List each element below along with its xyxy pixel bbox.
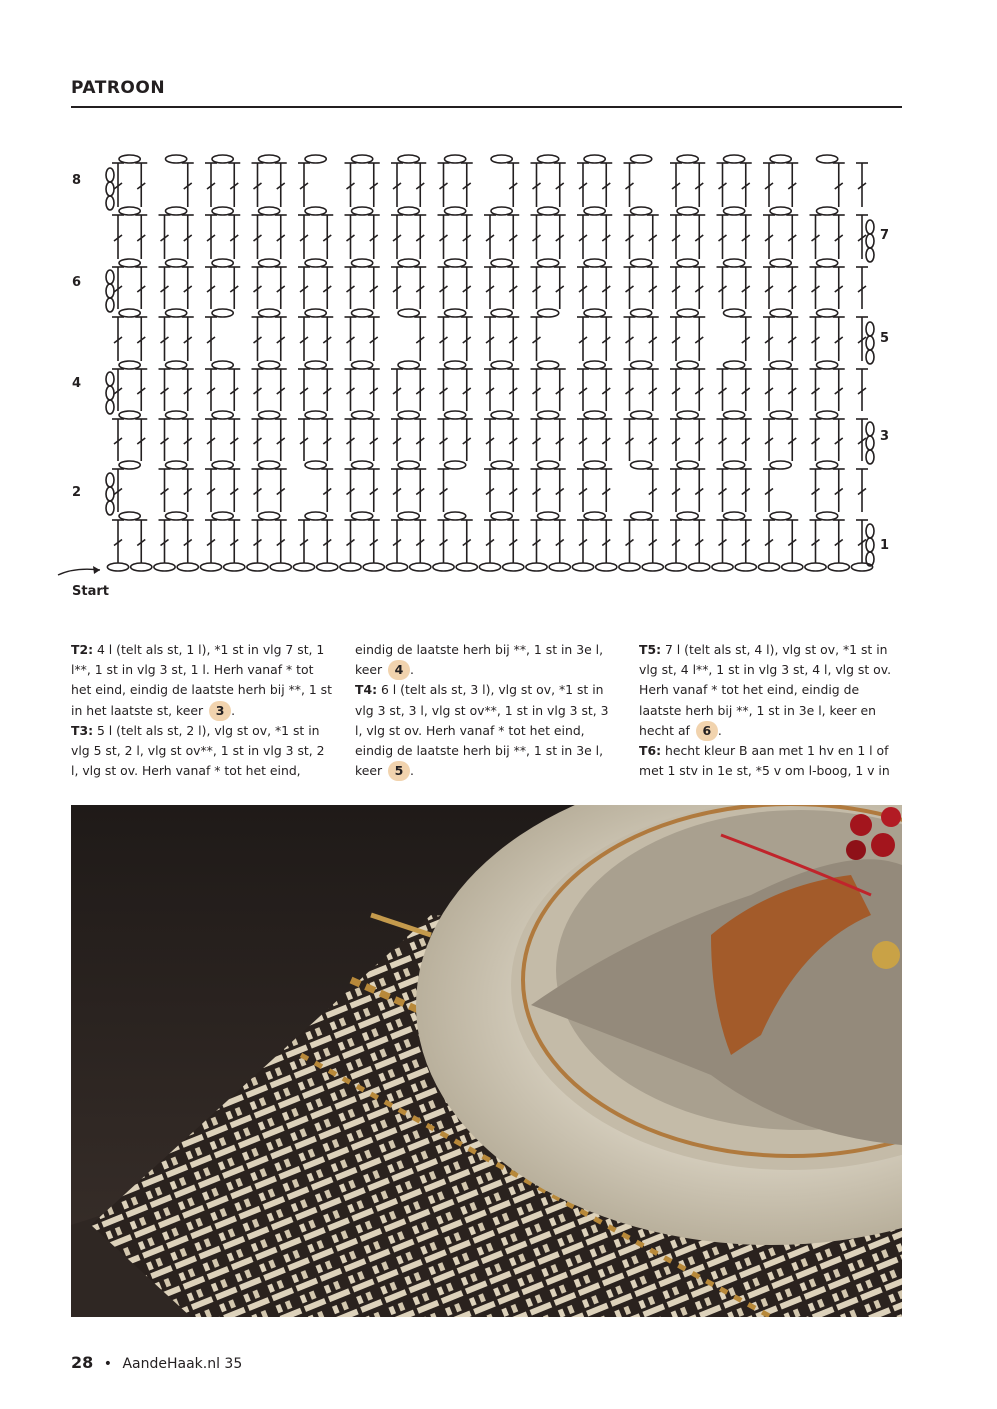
start-label: Start [72,584,109,599]
row-2-label: T2: [71,642,94,657]
page-number: 28 [71,1353,94,1372]
row-label-5: 5 [880,331,890,346]
step-badge-4: 4 [388,660,410,680]
row-4-label: T4: [355,682,378,698]
magazine-name: AandeHaak.nl 35 [122,1356,243,1372]
row-3-text-cont: eindig de laatste herh bij **, 1 st in 3e l, keer [355,642,604,678]
instructions-column-3 [639,640,901,781]
step-badge-5: 5 [388,761,410,781]
start-arrowhead-icon [93,566,100,574]
placemat-photo [71,805,902,1317]
row-3-label: T3: [71,722,94,738]
instruction-row-4: T4: 6 l (telt als st, 3 l), vlg st ov, *1 st in vlg 3 st, 3 l, vlg st ov**, 1 st in vlg 3 st, 3 l, vlg st ov. Herh vanaf * tot het eind, eindig de laatste herh bij **, 1 st in 3e l, keer 5 . [355,680,617,781]
step-badge-3: 3 [209,701,231,721]
row-label-1: 1 [880,538,890,553]
row-label-7: 7 [880,228,890,243]
row-label-2: 2 [72,485,82,500]
instruction-row-2: T2: 4 l (telt als st, 1 l), *1 st in vlg 7 st, 1 l**, 1 st in vlg 3 st, 1 l. Herh vanaf * tot het eind, eindig de laatste herh bij **, 1 st in het laatste st, keer 3 . [71,640,333,721]
footer-bullet: • [103,1356,112,1372]
section-title: PATROON [71,78,166,98]
page-footer [71,1353,242,1372]
red-berry [850,814,872,836]
instructions-column-1 [71,640,333,781]
title-divider [71,106,902,108]
row-5-text: 7 l (telt als st, 4 l), vlg st ov, *1 st in vlg st, 4 l**, 1 st in vlg 3 st, 4 l, vlg st ov. Herh vanaf * tot het eind, eindig de laatste herh bij **, 1 st in 3e l, keer en hecht af [639,642,892,738]
row-4-text: 6 l (telt als st, 3 l), vlg st ov, *1 st in vlg 3 st, 3 l, vlg st ov**, 1 st in vlg 3 st, 3 l, vlg st ov. Herh vanaf * tot het eind, eindig de laatste herh bij **, 1 st in 3e l, keer [355,682,609,779]
instruction-row-5: T5: 7 l (telt als st, 4 l), vlg st ov, *1 st in vlg st, 4 l**, 1 st in vlg 3 st, 4 l, vlg st ov. Herh vanaf * tot het eind, eindig de laatste herh bij **, 1 st in 3e l, keer en hecht af 6 . [639,640,901,741]
row-5-label: T5: [639,642,662,657]
row-6-text: hecht kleur B aan met 1 hv en 1 l of met 1 stv in 1e st, *5 v om l-boog, 1 v in [639,743,890,779]
instruction-row-6 [639,741,901,781]
row-3-text: 5 l (telt als st, 2 l), vlg st ov, *1 st in vlg 5 st, 2 l, vlg st ov**, 1 st in vlg 3 st, 2 l, vlg st ov. Herh vanaf * tot het eind, [71,722,325,779]
row-6-label: T6: [639,743,662,759]
row-label-6: 6 [72,275,82,290]
row-2-text: 4 l (telt als st, 1 l), *1 st in vlg 7 st, 1 l**, 1 st in vlg 3 st, 1 l. Herh vanaf * tot het eind, eindig de laatste herh bij **, 1 st in het laatste st, keer [71,642,332,718]
chart-stitches [106,155,874,571]
row-label-8: 8 [72,173,82,188]
instruction-row-3-cont: eindig de laatste herh bij **, 1 st in 3e l, keer 4 . [355,640,617,680]
row-label-3: 3 [880,429,890,444]
crochet-chart [50,145,920,605]
gold-bell [872,941,900,969]
instruction-row-3 [71,721,333,782]
instructions-column-2 [355,640,617,781]
step-badge-6: 6 [696,721,718,741]
row-label-4: 4 [72,376,82,391]
